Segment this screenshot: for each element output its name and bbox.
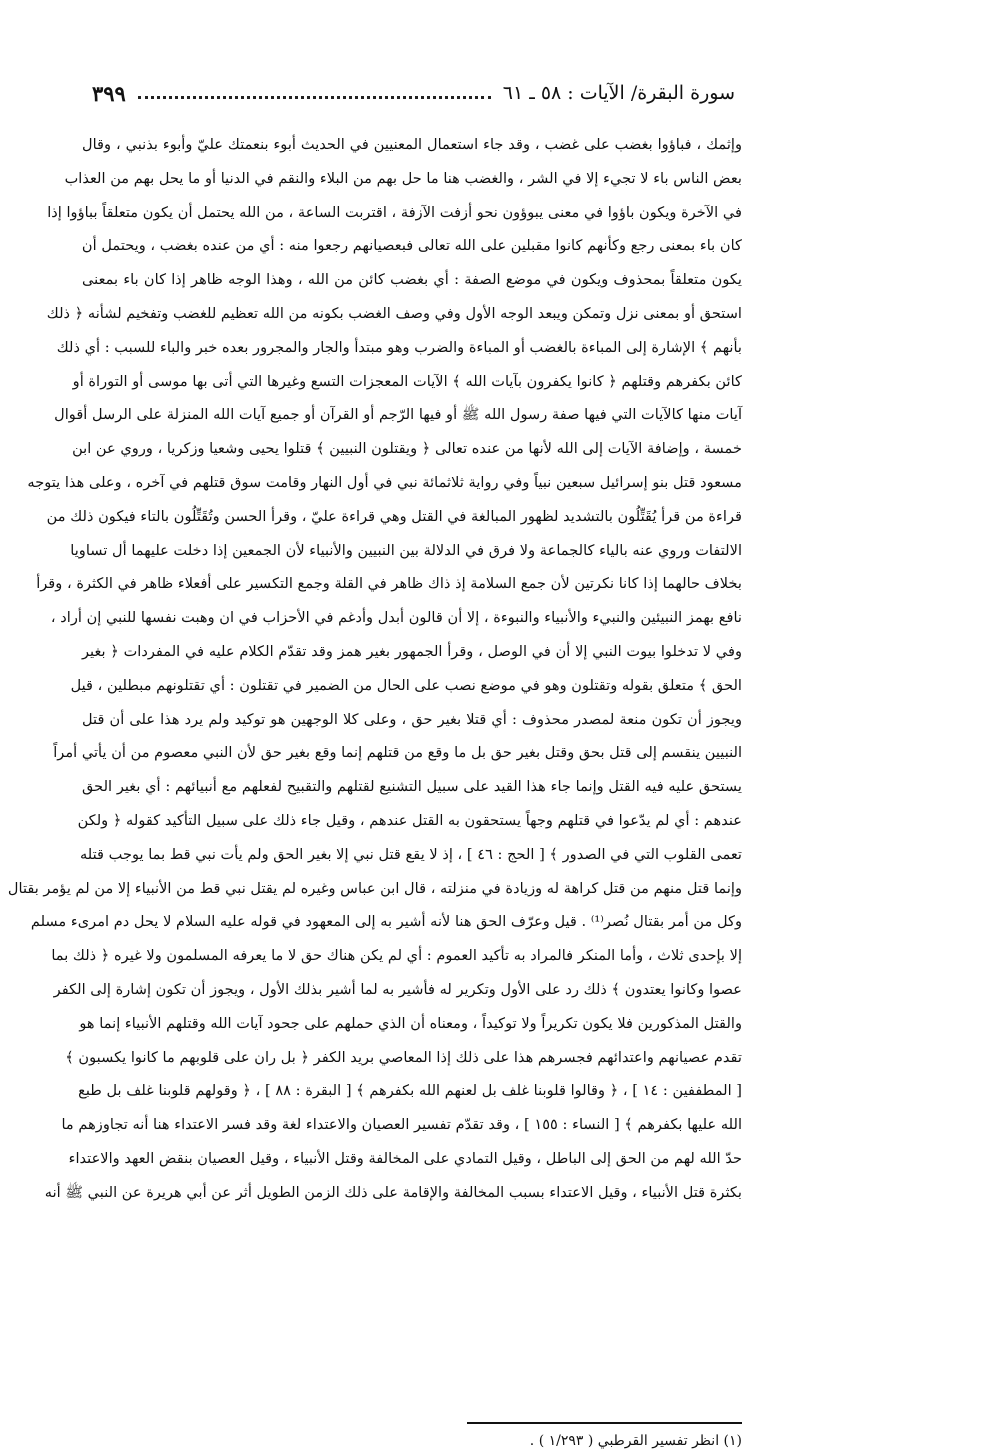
text-line: بعض الناس باء لا تجيء إلا في الشر ، والغضب هنا ما حل بهم من البلاء والنقم في الدنيا أو ما يحل بهم من العذاب <box>64 169 742 187</box>
main-text <box>7 128 742 1210</box>
text-line: حدّ الله لهم من الحق إلى الباطل ، وقيل التمادي على المخالفة وقتل الأنبياء ، وقيل العصيان بنقض العهد والاعتداء <box>68 1149 742 1167</box>
text-line: مسعود قتل بنو إسرائيل سبعين نبياً وفي رواية ثلاثمائة نبي في أول النهار وقامت سوق قتلهم في آخره ، وعلى هذا يتوجه <box>27 473 742 491</box>
text-line: تقدم عصيانهم واعتدائهم فجسرهم هذا على ذلك إذا المعاصي بريد الكفر ﴿ بل ران على قلوبهم ما كانوا يكسبون ﴾ <box>65 1048 742 1066</box>
text-line: قراءة من قرأ يُقَتِّلُون بالتشديد لظهور المبالغة في القتل وهي قراءة عليّ ، وقرأ الحسن وتُقَتِّلُون بالتاء فيكون ذلك من <box>46 507 742 525</box>
footnote: (١) انظر تفسير القرطبي ( ١/٢٩٣ ) . <box>529 1433 742 1449</box>
text-line: آيات منها كالآيات التي فيها صفة رسول الله ﷺ أو فيها الرّجم أو القرآن أو جميع آيات الله المنزلة على الرسل أقوال <box>54 406 742 424</box>
text-line: بخلاف حالهما إذا كانا نكرتين لأن جمع السلامة إذ ذاك ظاهر في القلة وجمع التكسير على أفعلاء ظاهر في الكثرة ، وقرأ <box>36 575 742 593</box>
text-line: وكل من أمر بقتال نُصر⁽¹⁾ . قيل وعرّف الحق هنا لأنه أشير به إلى المعهود في قوله عليه السلام لا يحل دم امرىء مسلم <box>30 913 742 931</box>
text-line: الله عليها بكفرهم ﴾ [ النساء : ١٥٥ ] ، وقد تقدّم تفسير العصيان والاعتداء لغة وقد فسر الاعتداء هنا أنه تجاوزهم ما <box>61 1116 742 1134</box>
text-line: تعمى القلوب التي في الصدور ﴾ [ الحج : ٤٦ ] ، إذ لا يقع قتل نبي إلا بغير الحق ولم يأت نبي قط بما يوجب قتله <box>79 845 742 863</box>
text-line: الالتفات وروي عنه بالياء كالجماعة ولا فرق في الدلالة بين النبيين والأنبياء لأن الجمعين إذا دخلت عليهما أل تساويا <box>70 541 742 559</box>
text-line: وفي لا تدخلوا بيوت النبي إلا أن في الوصل ، وقرأ الجمهور بغير همز وقد تقدّم الكلام عليه في المفردات ﴿ بغير <box>82 642 742 660</box>
text-line: الحق ﴾ متعلق بقوله وتقتلون وهو في موضع نصب على الحال من الضمير في تقتلون : أي تقتلونهم مبطلين ، قيل <box>70 676 742 694</box>
surah-title: سورة البقرة/ الآيات : ٥٨ ـ ٦١ <box>502 82 735 104</box>
footnote-separator <box>467 1422 742 1424</box>
text-line: في الآخرة ويكون باؤوا في معنى يبوؤون نحو أزفت الآزفة ، اقتربت الساعة ، من الله يحتمل أن يكون متعلقاً بباؤوا إذا <box>47 203 742 221</box>
text-line: بكثرة قتل الأنبياء ، وقيل الاعتداء بسبب المخالفة والإقامة على ذلك الزمن الطويل أثر عن أبي هريرة عن النبي ﷺ أنه <box>44 1183 742 1201</box>
text-line: إلا بإحدى ثلاث ، وأما المنكر فالمراد به تأكيد العموم : أي لم يكن هناك حق لا ما يعرفه المسلمون ولا غيره ﴿ ذلك بما <box>51 947 742 965</box>
page-number: ٣٩٩ <box>92 80 126 106</box>
text-line: وإثمك ، فباؤوا بغضب على غضب ، وقد جاء استعمال المعنيين في الحديث أبوء بنعمتك عليّ وأبوء بذنبي ، وقال <box>82 136 742 153</box>
text-line: ويجوز أن تكون منعة لمصدر محذوف : أي قتلا بغير حق ، وعلى كلا الوجهين هو توكيد ولم يرد هذا على أن قتل <box>82 710 742 728</box>
text-line: بأنهم ﴾ الإشارة إلى المباءة بالغضب أو المباءة والضرب وهو مبتدأ والجار والمجرور بعده خبر والباء للسبب : أي ذلك <box>56 338 742 356</box>
text-line: خمسة ، وإضافة الآيات إلى الله لأنها من عنده تعالى ﴿ ويقتلون النبيين ﴾ قتلوا يحيى وشعيا وزكريا ، وروي عن ابن <box>72 440 742 458</box>
text-line: يستحق عليه فيه القتل وإنما جاء هذا القيد على سبيل التشنيع لقتلهم والتقبيح لفعلهم مع أنبيائهم : أي بغير الحق <box>82 778 742 796</box>
text-line: [ المطففين : ١٤ ] ، ﴿ وقالوا قلوبنا غلف بل لعنهم الله بكفرهم ﴾ [ البقرة : ٨٨ ] ، ﴿ وقولهم قلوبنا غلف بل طبع <box>78 1082 742 1100</box>
text-line: كائن بكفرهم وقتلهم ﴿ كانوا يكفرون بآيات الله ﴾ الآيات المعجزات التسع وغيرها التي أتى بها موسى أو التوراة أو <box>72 372 742 390</box>
text-line: استحق أو بمعنى نزل وتمكن ويبعد الوجه الأول وفي وصف الغضب بكونه من الله تعظيم للغضب وتفخيم لشأنه ﴿ ذلك <box>46 304 742 322</box>
text-line: النبيين ينقسم إلى قتل بحق وقتل بغير حق بل ما وقع من قتلهم إنما وقع بغير حق لأن النبي معصوم من أن يأتي أمراً <box>53 744 742 762</box>
text-line: عصوا وكانوا يعتدون ﴾ ذلك رد على الأول وتكرير له فأشير به لما أشير بذلك الأول ، ويجوز أن تكون إشارة إلى الكفر <box>53 980 742 998</box>
page-header <box>92 78 735 108</box>
text-line: عندهم : أي لم يدّعوا في قتلهم وجهاً يستحقون به القتل عندهم ، وقيل جاء ذلك على سبيل التأكيد كقوله ﴿ ولكن <box>77 811 742 829</box>
text-line: يكون متعلقاً بمحذوف ويكون في موضع الصفة : أي بغضب كائن من الله ، وهذا الوجه ظاهر إذا كان باء بمعنى <box>82 271 742 289</box>
text-line: كان باء بمعنى رجع وكأنهم كانوا مقبلين على الله تعالى فبعصيانهم رجعوا منه : أي من عنده بغضب ، ويحتمل أن <box>81 237 742 255</box>
text-line: والقتل المذكورين فلا يكون تكريراً ولا توكيداً ، ومعناه أن الذي حملهم على جحود آيات الله وقتلهم الأنبياء إنما هو <box>79 1014 742 1032</box>
text-line: نافع بهمز النبيئين والنبيء والأنبياء والنبوءة ، إلا أن قالون أبدل وأدغم في الأحزاب في ان وهبت نفسها للنبي إن أراد ، <box>50 609 742 627</box>
header-dotted-leader <box>138 96 491 99</box>
text-line: وإنما قتل منهم من قتل كراهة له وزيادة في منزلته ، قال ابن عباس وغيره لم يقتل نبي قط من الأنبياء إلا من لم يؤمر بقتال <box>7 879 742 897</box>
